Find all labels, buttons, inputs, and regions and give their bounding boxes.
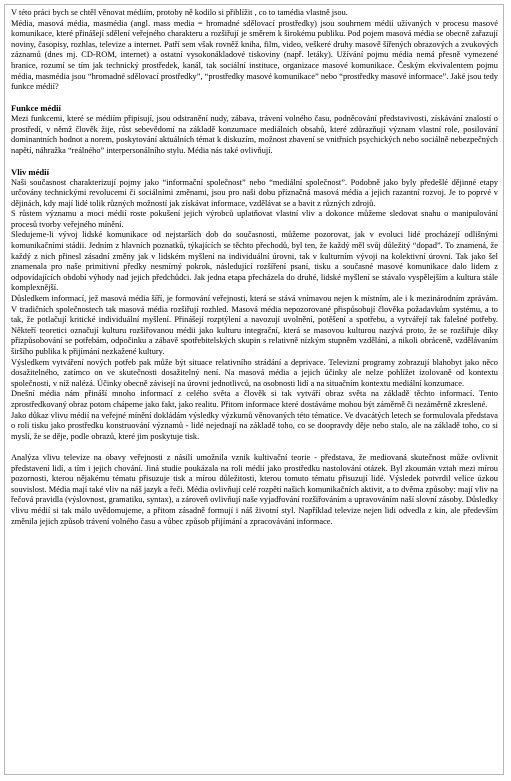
influence-paragraph-2: S růstem významu a moci médií roste pokušení jejich výrobců uplatňovat vlastní vliv a dokonce můžeme sledovat snahu o manipulování procesů tvorby veřejného mínění. [11, 209, 498, 229]
influence-paragraph-7: Jako důkaz vlivu médií na veřejné mínění dokládám výsledky výzkumů věnovaných této tématice. Ve dvacátých letech se formulovala představa o roli tisku jako prostředku konstruování významů - lidé nejednají na základě toho, co se doopravdy děje nebo stalo, ale na základě toho, co si myslí, že se děje, podle obrazů, které jim poskytuje tisk. [11, 410, 498, 441]
influence-paragraph-1: Naši současnost charakterizují pojmy jako “informační společnost” nebo “mediální společnost”. Podobně jako byly předešlé dějinné etapy určovány technickými revolucemi či sociálními změnami, jsou pro naši dobu příznačná masová média a jejich razantní rozvoj. Je to poprvé v dějinách, kdy mají lidé tolik různých možností jak získávat informace, vzdělávat se a bavit z různých zdrojů. [11, 177, 498, 208]
intro-paragraph-2: Média, masová média, masmédia (angl. mass media = hromadné sdělovací prostředky) jsou souhrnem médií užívaných v procesu masové komunikace, které přinášejí sdělení veřejného charakteru a rozšiřují je směrem k širokému publiku. Pod pojem masová média se obecně zařazují noviny, časopisy, rozhlas, televize a internet. Patří sem však rovněž kniha, film, video, veškeré druhy masově šířených obrazových a zvukových záznamů (dnes mj. CD-ROM, internet) a ostatní vysokonákladové tiskoviny (např. letáky). Užívání pojmu média nemá přesně vymezené hranice, rozumí se tím jak technický prostředek, kanál, tak sociální instituce, organizace masové komunikace. Českým ekvivalentem pojmu média, masmédia jsou “hromadné sdělovací prostředky”, “prostředky masové komunikace” nebo “prostředky masové informace”. Jaké jsou tedy funkce médií? [11, 18, 498, 92]
influence-paragraph-3: Sledujeme-li vývoj lidské komunikace od nejstarších dob do současnosti, můžeme pozorovat, jak v evoluci lidé procházejí odlišnými komunikačními stádii. Jedním z hlavních poznatků, týkajících se těchto přechodů, byl ten, že každý měl svůj důležitý “dopad”. To znamená, že každý z nich přinesl zásadní změny jak v lidském myšlení na individuální úrovni, tak v kulturním vývoji na kolektivní úrovni. Tak jako šel znamenala pro naše primitivní předky nesmírný pokrok, následující rozšíření psaní, tisku a současné masové komunikace dalo lidem z odpovídajících období výhody nad jejich předchůdci. Jak jedna etapa přecházela do druhé, lidské myšlení se stávalo vyspělejším a kultura stále komplexnější. [11, 230, 498, 293]
influence-paragraph-6: Dnešní média nám přináší mnoho informací z celého světa a člověk si tak vytváří obraz světa na základě těchto informací. Tento zprostředkovaný obraz potom chápeme jako fakt, jako realitu. Přitom informace které dostáváme mohou být záměrně či nezáměrně zkreslené. [11, 389, 498, 409]
document-page [4, 4, 504, 775]
section-heading-influence: Vliv médií [11, 166, 49, 177]
section-heading-functions: Funkce médií [11, 103, 61, 114]
functions-paragraph-1: Mezi funkcemi, které se médiím připisují, jsou odstranění nudy, zábava, trávení volného času, podněcování představivosti, získávání znalostí o prostředí, v němž člověk žije, růst sebevědomí na základě konzumace mediálních obsahů, které zdůrazňují význam vlastní role, posilování dominantních hodnot a norem, poskytování aktuálních témat k diskuzím, možnost zbavení se vnitřních psychických nebo sociálně nebezpečných napětí, náhražka “reálného” interpersonálního stylu. Média nás také ovlivňují. [11, 113, 498, 155]
influence-paragraph-5: Výsledkem vytváření nových potřeb pak může být situace relativního strádání a deprivace. Televizní programy zobrazují blahobyt jako něco dosažitelného, zatímco on ve skutečnosti dosažitelný není. Na masová média a jejich účinky ale nelze pohlížet izolovaně od kontextu společnosti, v níž nalézá. Účinky obecně závisejí na úrovni jednotlivců, na osobnosti lidí a na situačním kontextu mediální konzumace. [11, 357, 498, 388]
influence-paragraph-8: Analýza vlivu televize na obavy veřejnosti z násilí umožnila vznik kultivační teorie - představa, že mediovaná skutečnost může ovlivnit představení lidí, a tím i jejich chování. Jiná studie poukázala na roli médií jako prostředku nastolování otázek. Byl zkoumán vztah mezi mírou pozornosti, kterou nějakému tématu přisuzuje tisk a mírou důležitosti, kterou tomuto tématu přisuzují lidé. Výsledek potvrdil velice úzkou souvislost. Média mají také vliv na náš jazyk a řeči. Média ovlivňují celé rozpětí našich komunikačních aktivit, a to dvěma způsoby: mají vliv na řečová pravidla (výslovnost, gramatiku, syntax), a zároveň ovlivňují naše vyjadřování rozšiřováním a upravováním naší slovní zásoby. Důsledky vlivu médií si tak málo uvědomujeme, a přitom zásadně formují i náš životní styl. Například televize nejen lidi odvedla z kin, ale především změnila jejich způsob trávení volného času a vůbec způsob přijímání a zpracovávání informace. [11, 452, 498, 526]
intro-paragraph-1: V této práci bych se chtěl věnovat médiím, protoby ně kodilo si přiblížit , co to tamédia vlastně jsou. [11, 8, 348, 17]
influence-paragraph-4: Důsledkem informací, jež masová média šíří, je formování veřejnosti, která se stává vnímavou nejen k místním, ale i k mezinárodním zprávám. V tradičních společnostech tak masová média rozšiřují rozhled. Masová média nepozorované přispůsobují člověka požadavkům systému, a to tak, že potlačují kritické individuální myšlení. Přinášejí rozptýlení a navozují uvolnění, potěšení a spotřebu, a vytvářejí tak falešné potřeby. Někteří teoretici označují kulturu rozšiřovanou médii jako kulturu integrační, která se masovou kulturou nazývá proto, že se rozšiřuje díky přizpůsobování se potřebám, odpočinku a zábavě spotřebitelských skupin s relativně nízkým stupněm vzdělání, a nikoli obráceně, vzdělávaním širšího publika k přijímání nezkažené kultury. [11, 294, 498, 356]
